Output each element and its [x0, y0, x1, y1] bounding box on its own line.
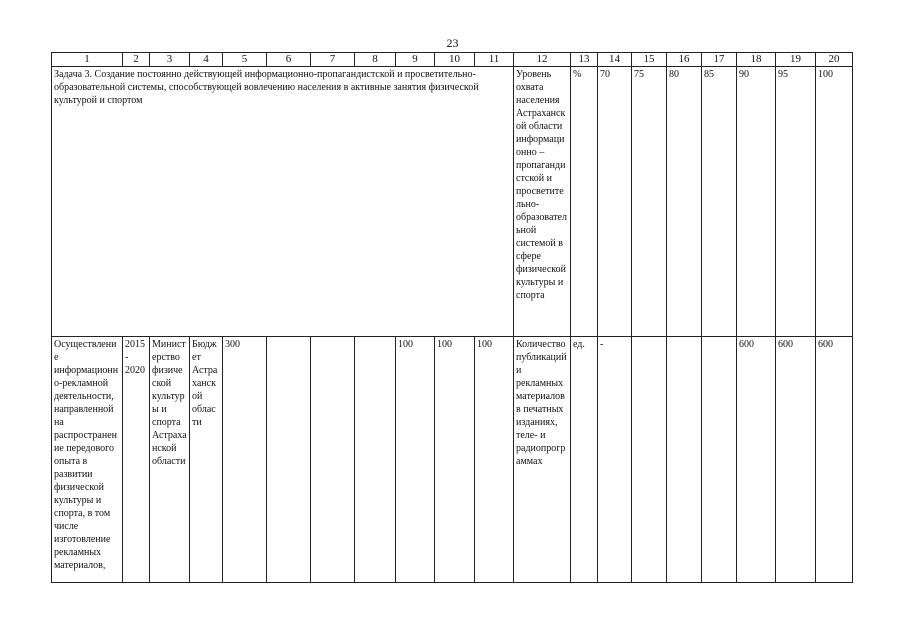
value-cell: 80 — [667, 67, 702, 337]
value-cell — [311, 337, 355, 583]
value-cell: 100 — [396, 337, 435, 583]
unit-cell: ед. — [571, 337, 598, 583]
column-header: 3 — [150, 53, 190, 67]
task-description: Задача 3. Создание постоянно действующей информационно-пропагандистской и просветительно-образовательной системы, способствующей вовлечению населения в активные занятия физической культурой и спортом — [52, 67, 514, 337]
value-cell: 100 — [475, 337, 514, 583]
column-header: 16 — [667, 53, 702, 67]
page-number: 23 — [446, 36, 459, 50]
value-cell: 600 — [776, 337, 816, 583]
value-cell: 70 — [598, 67, 632, 337]
column-header: 7 — [311, 53, 355, 67]
value-cell: 100 — [816, 67, 853, 337]
value-cell — [355, 337, 396, 583]
value-cell: 90 — [737, 67, 776, 337]
column-header: 15 — [632, 53, 667, 67]
activity-name: Осуществление информационно-рекламной деятельности, направленной на распространение передового опыта в развитии физической культуры и спорта, в том числе изготовление рекламных материалов, — [52, 337, 123, 583]
funding-source-cell: Бюджет Астраханской области — [190, 337, 223, 583]
value-cell: - — [598, 337, 632, 583]
activity-row — [52, 337, 853, 583]
task-row — [52, 67, 853, 337]
value-cell: 100 — [435, 337, 475, 583]
column-header: 19 — [776, 53, 816, 67]
value-cell — [632, 337, 667, 583]
column-header-row — [52, 53, 853, 67]
value-cell — [702, 337, 737, 583]
column-header: 1 — [52, 53, 123, 67]
value-cell: 600 — [816, 337, 853, 583]
value-cell — [667, 337, 702, 583]
unit-cell: % — [571, 67, 598, 337]
executor-cell: Министерство физической культуры и спорта Астраханской области — [150, 337, 190, 583]
column-header: 18 — [737, 53, 776, 67]
column-header: 6 — [267, 53, 311, 67]
program-table — [51, 52, 853, 583]
value-cell: 300 — [223, 337, 267, 583]
column-header: 2 — [123, 53, 150, 67]
column-header: 11 — [475, 53, 514, 67]
value-cell: 600 — [737, 337, 776, 583]
column-header: 14 — [598, 53, 632, 67]
indicator-cell: Количество публикаций и рекламных материалов в печатных изданиях, теле- и радиопрограммах — [514, 337, 571, 583]
column-header: 9 — [396, 53, 435, 67]
column-header: 17 — [702, 53, 737, 67]
value-cell — [267, 337, 311, 583]
column-header: 10 — [435, 53, 475, 67]
column-header: 5 — [223, 53, 267, 67]
column-header: 4 — [190, 53, 223, 67]
column-header: 13 — [571, 53, 598, 67]
period-cell: 2015 - 2020 — [123, 337, 150, 583]
value-cell: 85 — [702, 67, 737, 337]
value-cell: 95 — [776, 67, 816, 337]
column-header: 20 — [816, 53, 853, 67]
value-cell: 75 — [632, 67, 667, 337]
indicator-cell: Уровень охвата населения Астраханской области информационно – пропагандистской и просветительно-образовательной системой в сфере физической культуры и спорта — [514, 67, 571, 337]
column-header: 8 — [355, 53, 396, 67]
column-header: 12 — [514, 53, 571, 67]
